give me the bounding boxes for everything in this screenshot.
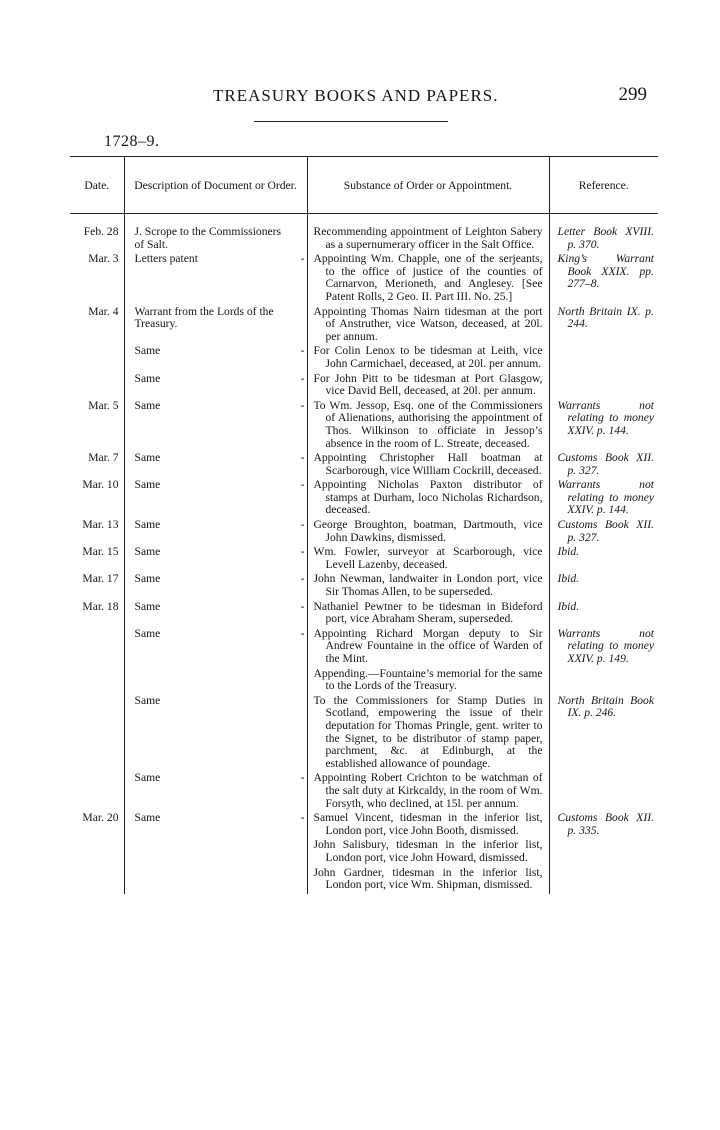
- date-cell: Mar. 13: [82, 518, 119, 532]
- substance-cell: [307, 519, 549, 546]
- column-header-date: Date.: [70, 157, 124, 214]
- leader-dash: -: [300, 626, 305, 640]
- substance-cell: [307, 306, 549, 346]
- substance-entry: Appointing Christopher Hall boatman at Scarborough, vice William Cockrill, deceased.: [313, 451, 543, 477]
- reference-cell: [549, 546, 658, 573]
- leader-dash: -: [300, 599, 305, 613]
- reference-cell: [549, 452, 658, 479]
- substance-entry: Samuel Vincent, tidesman in the inferior list, London port, vice John Booth, dismissed.: [313, 811, 543, 837]
- substance-entry: For Colin Lenox to be tidesman at Leith, vice John Carmichael, deceased, at 20l. per annum.: [313, 344, 543, 370]
- substance-cell: [307, 253, 549, 305]
- date-cell: Mar. 17: [82, 572, 119, 586]
- description-cell: [124, 601, 307, 628]
- description-text: Same: [134, 398, 161, 412]
- table-body: [70, 214, 658, 894]
- date-cell: Mar. 4: [88, 304, 119, 318]
- reference-cell: [549, 253, 658, 305]
- page-number: 299: [618, 84, 647, 105]
- substance-cell: [307, 628, 549, 695]
- description-cell: [124, 400, 307, 452]
- description-text: Same: [134, 599, 161, 613]
- leader-dash: -: [300, 451, 305, 465]
- date-cell: Mar. 10: [82, 478, 119, 492]
- table-row: [70, 400, 658, 452]
- table-row: [70, 519, 658, 546]
- reference-text: King’s Warrant Book XXIX. pp. 277–8.: [557, 252, 654, 291]
- column-header-substance: Substance of Order or Appointment.: [307, 157, 549, 214]
- substance-cell: [307, 695, 549, 773]
- leader-dash: -: [300, 811, 305, 825]
- date-cell: [70, 628, 124, 695]
- table-header-row: [70, 157, 658, 214]
- substance-cell: [307, 226, 549, 253]
- reference-text: Ibid.: [557, 545, 580, 559]
- date-cell: Mar. 5: [88, 398, 119, 412]
- description-cell: [124, 546, 307, 573]
- description-text: Same: [134, 451, 161, 465]
- reference-cell: [549, 373, 658, 400]
- leader-dash: -: [300, 771, 305, 785]
- reference-text: Warrants not relating to money XXIV. p. 144.: [557, 398, 654, 437]
- description-cell: [124, 695, 307, 773]
- reference-cell: [549, 345, 658, 372]
- substance-cell: [307, 400, 549, 452]
- date-cell: Mar. 20: [82, 811, 119, 825]
- substance-entry: Appointing Nicholas Paxton distributor of stamps at Durham, loco Nicholas Richardson, deceased.: [313, 478, 543, 517]
- reference-cell: [549, 812, 658, 894]
- substance-entry: Appointing Robert Crichton to be watchman of the salt duty at Kirkcaldy, in the room of Wm. Forsyth, who declined, at 15l. per annum.: [313, 771, 543, 810]
- reference-cell: [549, 226, 658, 253]
- running-head: [0, 86, 720, 112]
- substance-cell: [307, 772, 549, 812]
- description-cell: [124, 345, 307, 372]
- table-row: [70, 452, 658, 479]
- substance-entry: For John Pitt to be tidesman at Port Glasgow, vice David Bell, deceased, at 20l. per annum.: [313, 371, 543, 398]
- date-cell: [70, 373, 124, 400]
- reference-text: Ibid.: [557, 572, 580, 586]
- description-cell: [124, 479, 307, 519]
- substance-entry: John Salisbury, tidesman in the inferior list, London port, vice John Howard, dismissed.: [313, 838, 543, 864]
- reference-text: Letter Book XVIII. p. 370.: [557, 225, 654, 251]
- table-row: [70, 695, 658, 773]
- reference-cell: [549, 772, 658, 812]
- reference-text: Ibid.: [557, 599, 580, 613]
- leader-dash: -: [300, 252, 305, 266]
- description-text: Same: [134, 344, 161, 358]
- substance-cell: [307, 452, 549, 479]
- substance-entry: John Gardner, tidesman in the inferior list, London port, vice Wm. Shipman, dismissed.: [313, 865, 543, 892]
- substance-entry: Nathaniel Pewtner to be tidesman in Bideford port, vice Abraham Sheram, superseded.: [313, 599, 543, 626]
- leader-dash: -: [300, 344, 305, 358]
- reference-cell: [549, 400, 658, 452]
- leader-dash: -: [300, 518, 305, 532]
- description-cell: [124, 452, 307, 479]
- description-cell: [124, 373, 307, 400]
- calendar-table-wrapper: [70, 156, 658, 1034]
- leader-dash: -: [300, 545, 305, 559]
- leader-dash: -: [300, 398, 305, 412]
- table-row: [70, 253, 658, 305]
- date-cell: Mar. 18: [82, 599, 119, 613]
- table-row: [70, 546, 658, 573]
- substance-entry: Appending.—Fountaine’s memorial for the same to the Lords of the Treasury.: [313, 666, 543, 693]
- table-row: [70, 226, 658, 253]
- description-cell: [124, 573, 307, 600]
- calendar-table: [70, 156, 658, 894]
- description-cell: [124, 306, 307, 346]
- description-cell: [124, 628, 307, 695]
- date-cell: [70, 772, 124, 812]
- reference-text: Customs Book XII. p. 327.: [557, 451, 654, 477]
- description-cell: [124, 812, 307, 894]
- substance-cell: [307, 373, 549, 400]
- substance-entry: John Newman, landwaiter in London port, vice Sir Thomas Allen, to be superseded.: [313, 572, 543, 599]
- reference-cell: [549, 628, 658, 695]
- reference-cell: [549, 695, 658, 773]
- table-row: [70, 373, 658, 400]
- substance-entry: To the Commissioners for Stamp Duties in Scotland, empowering the issue of their deputation for Thomas Pringle, gent. writer to the Signet, to be distributor of stamp paper, parchment, &c. at Edinburgh, at the established allowance of poundage.: [313, 693, 543, 770]
- description-text: Same: [134, 572, 161, 586]
- reference-cell: [549, 479, 658, 519]
- table-row: [70, 812, 658, 894]
- table-row: [70, 601, 658, 628]
- reference-text: North Britain IX. p. 244.: [557, 304, 654, 331]
- substance-entry: Recommending appointment of Leighton Sabery as a supernumerary officer in the Salt Office.: [313, 225, 543, 251]
- reference-cell: [549, 306, 658, 346]
- running-title: TREASURY BOOKS AND PAPERS.: [213, 86, 499, 105]
- reference-cell: [549, 601, 658, 628]
- leader-dash: -: [300, 572, 305, 586]
- substance-entry: Appointing Thomas Nairn tidesman at the port of Anstruther, vice Watson, deceased, at 20l. per annum.: [313, 304, 543, 343]
- substance-entry: Appointing Richard Morgan deputy to Sir Andrew Fountaine in the office of Warden of the Mint.: [313, 626, 543, 665]
- description-text: Same: [134, 478, 161, 492]
- substance-cell: [307, 812, 549, 894]
- table-row: [70, 772, 658, 812]
- description-text: Same: [134, 771, 161, 785]
- description-text: Warrant from the Lords of the Treasury.: [134, 304, 274, 331]
- substance-cell: [307, 345, 549, 372]
- description-text: J. Scrope to the Commissioners of Salt.: [134, 225, 282, 251]
- table-row: [70, 628, 658, 695]
- reference-text: North Britain Book IX. p. 246.: [557, 693, 654, 720]
- substance-entry: Appointing Wm. Chapple, one of the serjeants, to the office of justice of the counties of Carnarvon, Merioneth, and Anglesey. [See Patent Rolls, 2 Geo. II. Part III. No. 25.]: [313, 252, 543, 303]
- description-cell: [124, 772, 307, 812]
- reference-text: Customs Book XII. p. 335.: [557, 811, 654, 837]
- description-text: Same: [134, 518, 161, 532]
- description-text: Letters patent: [134, 252, 198, 266]
- table-row: [70, 573, 658, 600]
- reference-text: Customs Book XII. p. 327.: [557, 518, 654, 544]
- description-cell: [124, 226, 307, 253]
- column-header-description: Description of Document or Order.: [124, 157, 307, 214]
- date-cell: Mar. 7: [88, 451, 119, 465]
- column-header-reference: Reference.: [549, 157, 658, 214]
- reference-text: Warrants not relating to money XXIV. p. 144.: [557, 478, 654, 517]
- description-text: Same: [134, 811, 161, 825]
- reference-text: Warrants not relating to money XXIV. p. 149.: [557, 626, 654, 665]
- leader-dash: -: [300, 478, 305, 492]
- substance-entry: George Broughton, boatman, Dartmouth, vice John Dawkins, dismissed.: [313, 518, 543, 544]
- description-text: Same: [134, 693, 161, 707]
- table-row: [70, 306, 658, 346]
- substance-cell: [307, 546, 549, 573]
- date-cell: Mar. 15: [82, 545, 119, 559]
- leader-dash: -: [300, 371, 305, 385]
- substance-entry: To Wm. Jessop, Esq. one of the Commissioners of Alienations, authorising the appointment of Thos. Wilkinson to officiate in Jessop’s absence in the room of L. Streate, deceased.: [313, 398, 543, 450]
- year-heading: 1728–9.: [104, 133, 160, 150]
- description-cell: [124, 519, 307, 546]
- date-cell: Feb. 28: [83, 225, 119, 238]
- description-text: Same: [134, 626, 161, 640]
- substance-entry: Wm. Fowler, surveyor at Scarborough, vice Levell Lazenby, deceased.: [313, 545, 543, 571]
- date-cell: [70, 345, 124, 372]
- substance-cell: [307, 479, 549, 519]
- description-text: Same: [134, 545, 161, 559]
- header-rule: [254, 121, 448, 122]
- substance-cell: [307, 601, 549, 628]
- date-cell: Mar. 3: [88, 252, 119, 266]
- table-row: [70, 345, 658, 372]
- date-cell: [70, 695, 124, 773]
- reference-cell: [549, 519, 658, 546]
- reference-cell: [549, 573, 658, 600]
- substance-cell: [307, 573, 549, 600]
- description-text: Same: [134, 371, 161, 385]
- description-cell: [124, 253, 307, 305]
- table-row: [70, 479, 658, 519]
